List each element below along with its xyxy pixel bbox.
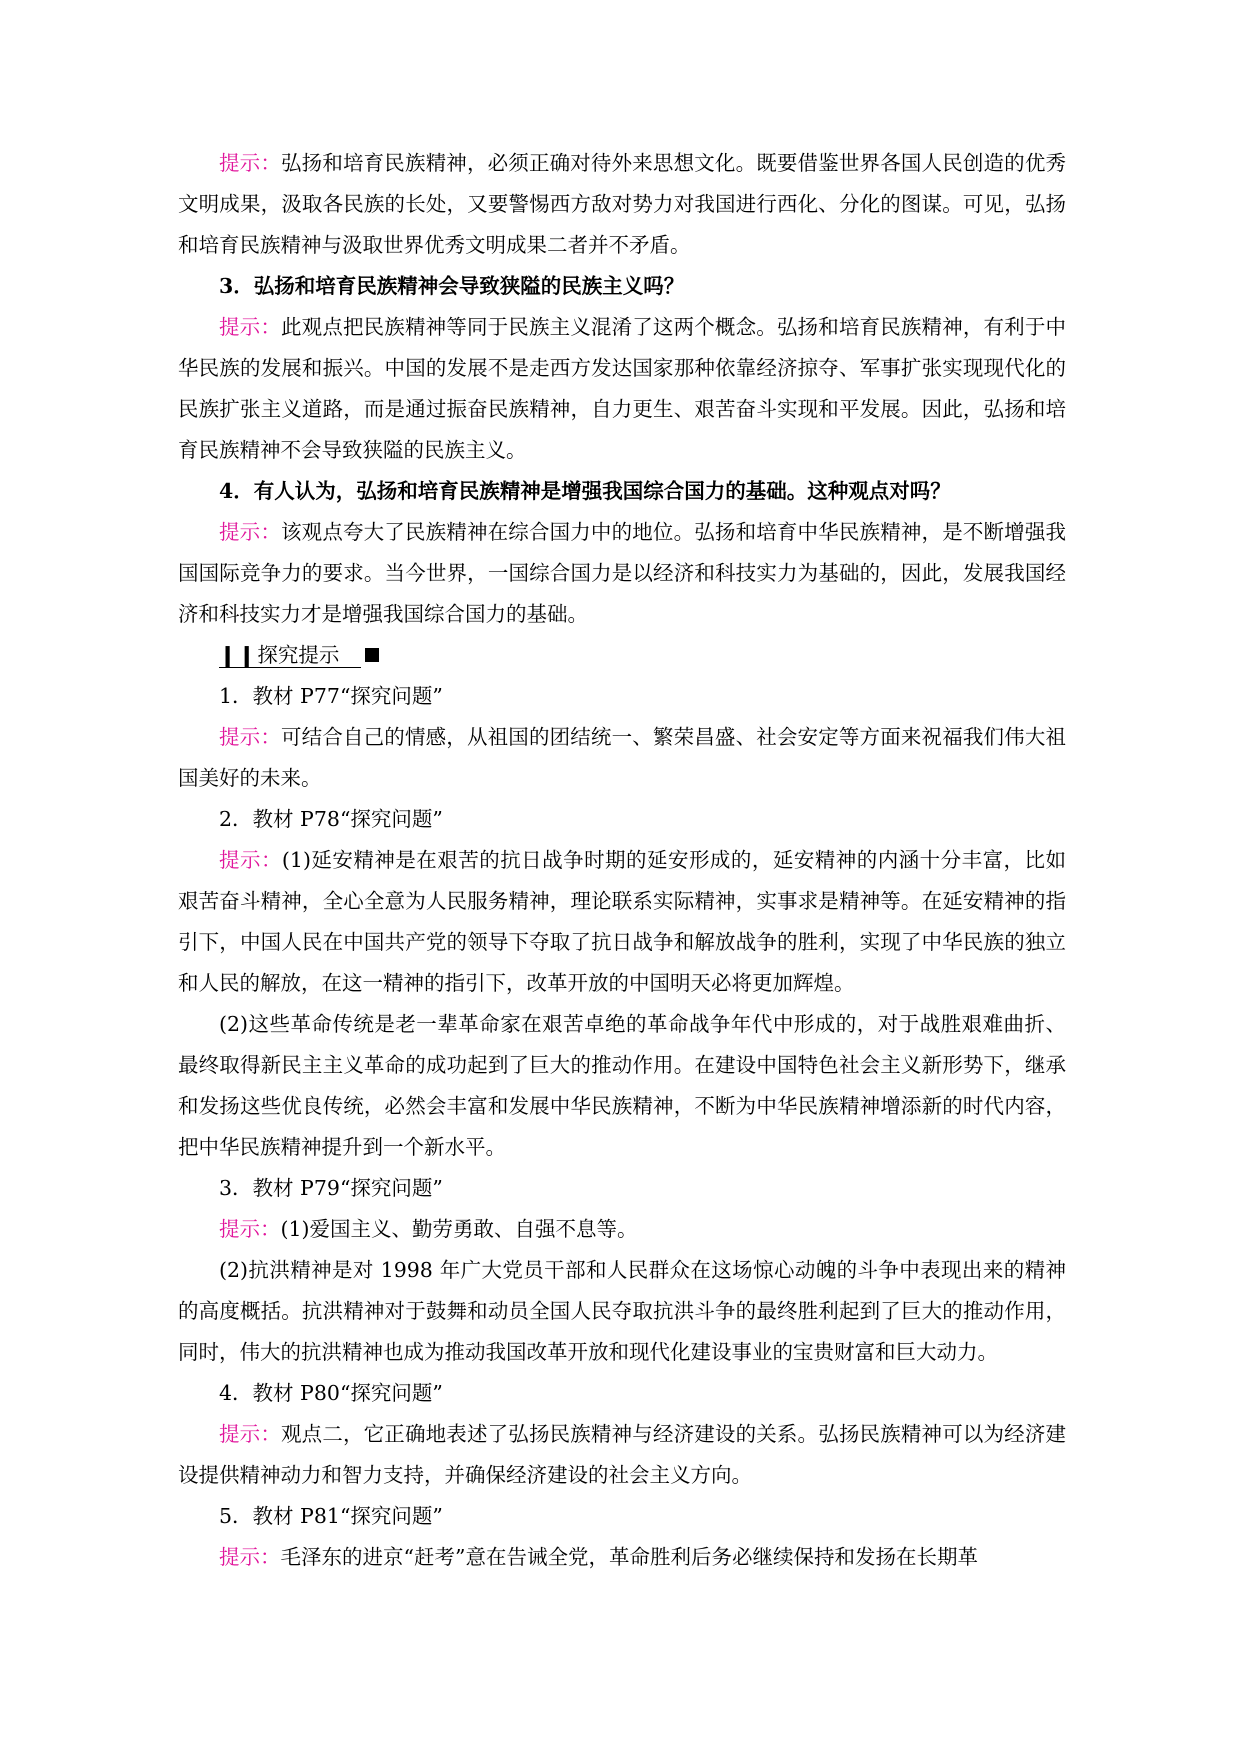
explore-1-answer	[178, 717, 1066, 799]
explore-3-answer-1	[178, 1209, 1066, 1250]
question-4: 4．有人认为，弘扬和培育民族精神是增强我国综合国力的基础。这种观点对吗？	[219, 479, 951, 503]
answer-paragraph-4	[178, 512, 1066, 635]
hint-label: 提示：	[219, 520, 281, 544]
hint-label: 提示：	[219, 1545, 281, 1569]
explore-4-title: 4．教材 P80“探究问题”	[219, 1381, 443, 1405]
hint-label: 提示：	[219, 151, 281, 175]
hint-label: 提示：	[219, 1422, 281, 1446]
answer-text: 该观点夸大了民族精神在综合国力中的地位。弘扬和培育中华民族精神，是不断增强我国国际竞争力的要求。当今世界，一国综合国力是以经济和科技实力为基础的，因此，发展我国经济和科技实力才是增强我国综合国力的基础。	[178, 520, 1067, 626]
hint-label: 提示：	[219, 315, 281, 339]
answer-text: 此观点把民族精神等同于民族主义混淆了这两个概念。弘扬和培育民族精神，有利于中华民族的发展和振兴。中国的发展不是走西方发达国家那种依靠经济掠夺、军事扩张实现现代化的民族扩张主义道路，而是通过振奋民族精神，自力更生、艰苦奋斗实现和平发展。因此，弘扬和培育民族精神不会导致狭隘的民族主义。	[178, 315, 1067, 462]
explore-1-title: 1．教材 P77“探究问题”	[219, 684, 443, 708]
document-page	[178, 143, 1066, 1578]
answer-text: 毛泽东的进京“赶考”意在告诫全党，革命胜利后务必继续保持和发扬在长期革	[280, 1545, 978, 1569]
answer-paragraph-3	[178, 307, 1066, 471]
answer-text: (1)爱国主义、勤劳勇敢、自强不息等。	[280, 1217, 638, 1241]
explore-2-answer-1	[178, 840, 1066, 1004]
explore-4-answer	[178, 1414, 1066, 1496]
hint-label: 提示：	[219, 1217, 281, 1241]
explore-3-title: 3．教材 P79“探究问题”	[219, 1176, 443, 1200]
black-square-icon	[365, 648, 379, 662]
section-heading-underline	[219, 643, 361, 668]
explore-2-title: 2．教材 P78“探究问题”	[219, 807, 443, 831]
section-title: 探究提示	[257, 643, 340, 667]
hint-label: 提示：	[219, 725, 281, 749]
answer-text: 观点二，它正确地表述了弘扬民族精神与经济建设的关系。弘扬民族精神可以为经济建设提供精神动力和智力支持，并确保经济建设的社会主义方向。	[178, 1422, 1067, 1487]
hint-label: 提示：	[219, 848, 282, 872]
explore-5-title: 5．教材 P81“探究问题”	[219, 1504, 443, 1528]
question-3: 3．弘扬和培育民族精神会导致狭隘的民族主义吗？	[219, 274, 685, 298]
section-heading-row	[178, 635, 1066, 676]
answer-text: 弘扬和培育民族精神，必须正确对待外来思想文化。既要借鉴世界各国人民创造的优秀文明成果，汲取各民族的长处，又要警惕西方敌对势力对我国进行西化、分化的图谋。可见，弘扬和培育民族精神与汲取世界优秀文明成果二者并不矛盾。	[178, 151, 1067, 257]
answer-text: (1)延安精神是在艰苦的抗日战争时期的延安形成的，延安精神的内涵十分丰富，比如艰苦奋斗精神，全心全意为人民服务精神，理论联系实际精神，实事求是精神等。在延安精神的指引下，中国人民在中国共产党的领导下夺取了抗日战争和解放战争的胜利，实现了中华民族的独立和人民的解放，在这一精神的指引下，改革开放的中国明天必将更加辉煌。	[178, 848, 1066, 995]
section-heading	[219, 635, 379, 676]
answer-text: 可结合自己的情感，从祖国的团结统一、繁荣昌盛、社会安定等方面来祝福我们伟大祖国美好的未来。	[178, 725, 1067, 790]
explore-5-answer	[178, 1537, 1066, 1578]
answer-paragraph-2	[178, 143, 1066, 266]
section-bars-icon: ❙❙	[219, 643, 258, 667]
explore-3-answer-2: (2)抗洪精神是对 1998 年广大党员干部和人民群众在这场惊心动魄的斗争中表现出来的精神的高度概括。抗洪精神对于鼓舞和动员全国人民夺取抗洪斗争的最终胜利起到了巨大的推动作用，同时，伟大的抗洪精神也成为推动我国改革开放和现代化建设事业的宝贵财富和巨大动力。	[178, 1258, 1066, 1364]
explore-2-answer-2: (2)这些革命传统是老一辈革命家在艰苦卓绝的革命战争年代中形成的，对于战胜艰难曲折、最终取得新民主主义革命的成功起到了巨大的推动作用。在建设中国特色社会主义新形势下，继承和发扬这些优良传统，必然会丰富和发展中华民族精神，不断为中华民族精神增添新的时代内容，把中华民族精神提升到一个新水平。	[178, 1012, 1066, 1159]
